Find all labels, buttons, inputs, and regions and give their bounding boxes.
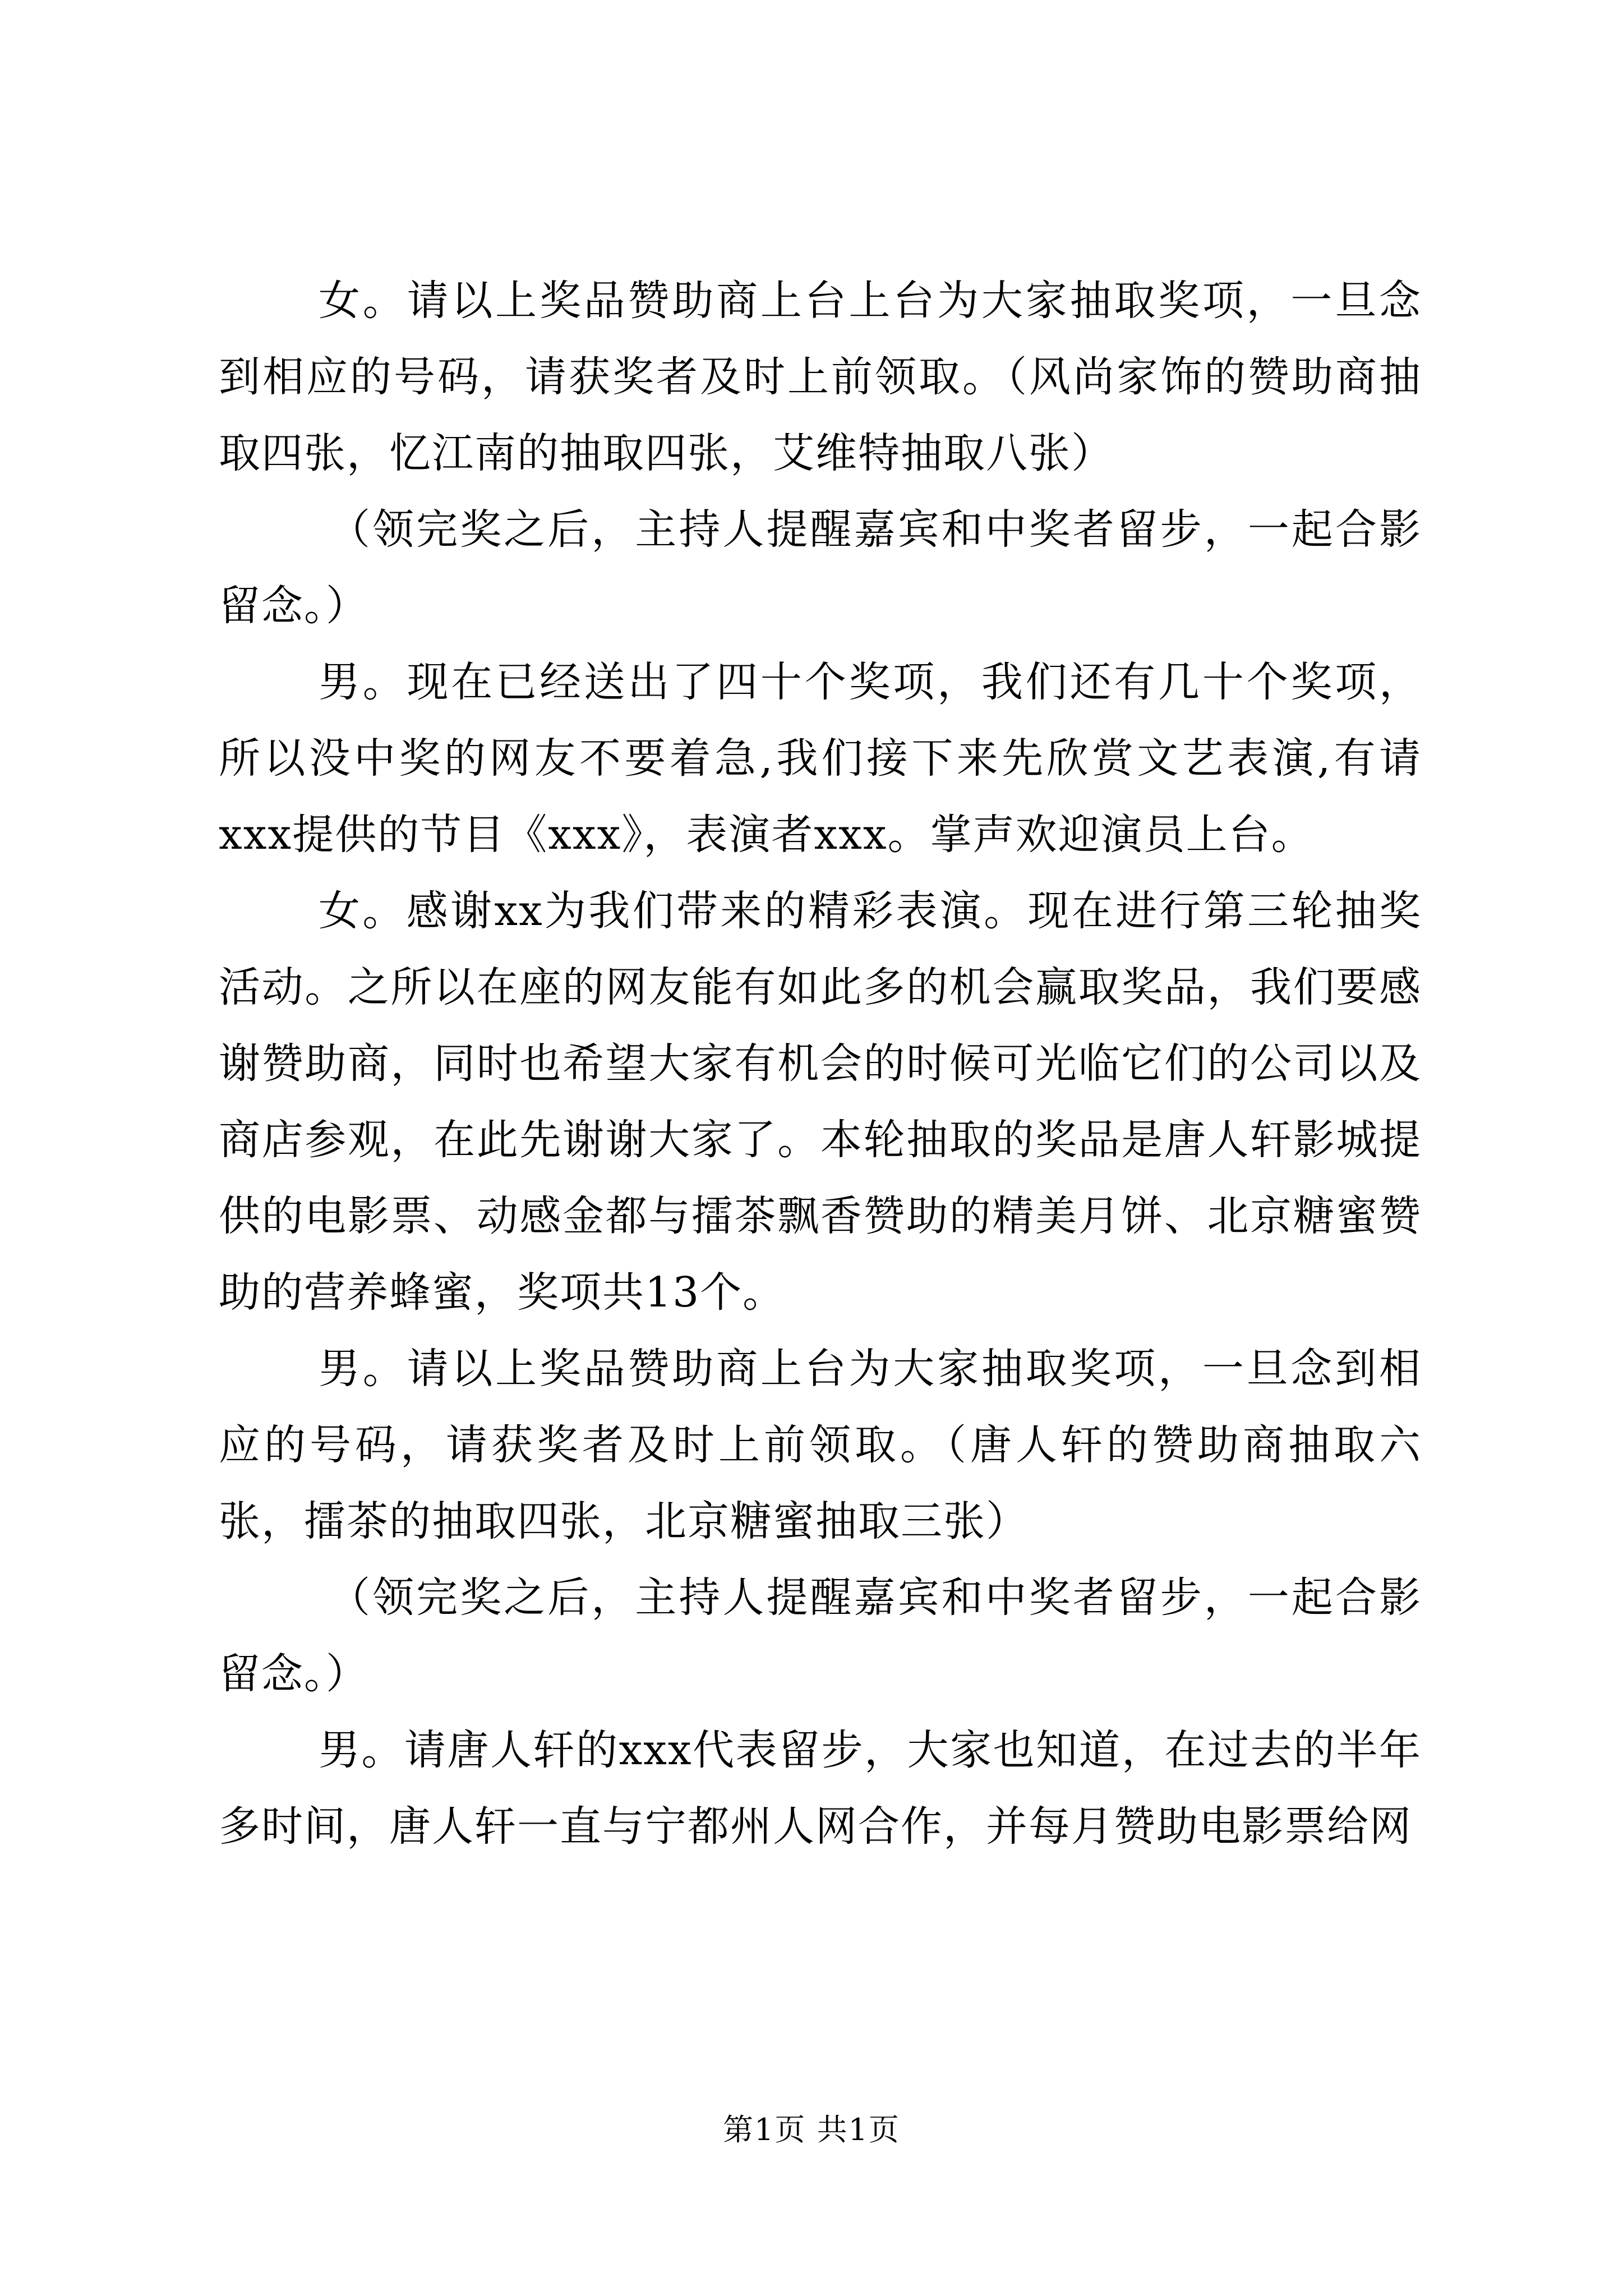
paragraph-5: 男。请以上奖品赞助商上台为大家抽取奖项，一旦念到相应的号码，请获奖者及时上前领取。（唐人轩的赞助商抽取六张，擂茶的抽取四张，北京糖蜜抽取三张）: [219, 1345, 1422, 1545]
paragraph-2: （领完奖之后，主持人提醒嘉宾和中奖者留步，一起合影留念。）: [219, 505, 1422, 630]
paragraph-7: 男。请唐人轩的xxx代表留步，大家也知道，在过去的半年多时间，唐人轩一直与宁都州人网合作，并每月赞助电影票给网: [219, 1726, 1422, 1851]
paragraph-6: （领完奖之后，主持人提醒嘉宾和中奖者留步，一起合影留念。）: [219, 1573, 1422, 1698]
paragraph-3: 男。现在已经送出了四十个奖项，我们还有几十个奖项，所以没中奖的网友不要着急,我们接下来先欣赏文艺表演,有请xxx提供的节目《xxx》，表演者xxx。掌声欢迎演员上台。: [219, 658, 1422, 859]
paragraph-4: 女。感谢xx为我们带来的精彩表演。现在进行第三轮抽奖活动。之所以在座的网友能有如此多的机会赢取奖品，我们要感谢赞助商，同时也希望大家有机会的时候可光临它们的公司以及商店参观，在此先谢谢大家了。本轮抽取的奖品是唐人轩影城提供的电影票、动感金都与擂茶飘香赞助的精美月饼、北京糖蜜赞助的营养蜂蜜，奖项共13个。: [219, 887, 1422, 1317]
paragraph-1: 女。请以上奖品赞助商上台上台为大家抽取奖项，一旦念到相应的号码，请获奖者及时上前领取。（风尚家饰的赞助商抽取四张，忆江南的抽取四张，艾维特抽取八张）: [219, 277, 1422, 477]
page-number-footer: 第1页 共1页: [723, 2112, 900, 2147]
document-body: [219, 263, 1422, 1865]
